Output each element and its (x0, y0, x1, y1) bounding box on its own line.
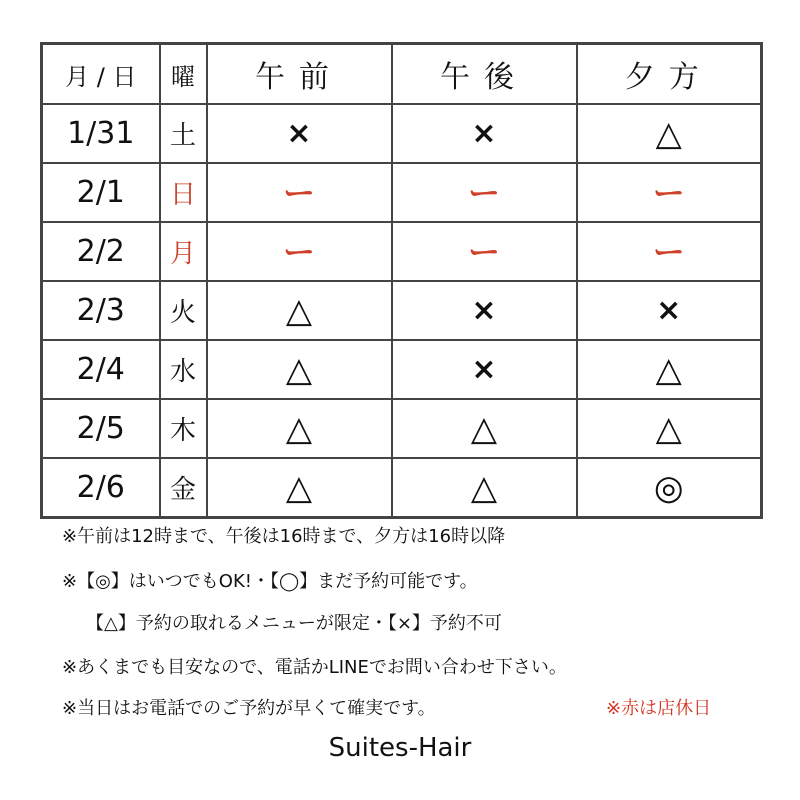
table-row (42, 222, 762, 281)
evening-cell (577, 222, 762, 281)
availability-mark: △ (655, 408, 682, 449)
header-morning: 午前 (207, 44, 392, 105)
date-cell: 2/2 (42, 222, 160, 281)
day-of-week-cell: 月 (160, 222, 207, 281)
afternoon-cell (392, 104, 577, 163)
day-of-week-cell: 金 (160, 458, 207, 518)
header-row (42, 44, 762, 105)
date-cell: 2/4 (42, 340, 160, 399)
note-hours: ※午前は12時まで、午後は16時まで、夕方は16時以降 (62, 526, 506, 547)
note-legend-1: ※【◎】はいつでもOK!・【◯】まだ予約可能です。 (62, 571, 478, 592)
header-afternoon: 午後 (392, 44, 577, 105)
closed-day-note: ※赤は店休日 (606, 698, 712, 719)
morning-cell (207, 340, 392, 399)
availability-mark: △ (655, 349, 682, 390)
availability-mark: △ (655, 113, 682, 154)
availability-mark: ー (467, 232, 500, 271)
availability-mark: △ (285, 290, 313, 331)
date-cell: 2/1 (42, 163, 160, 222)
availability-mark: × (471, 351, 497, 387)
evening-cell (577, 281, 762, 340)
availability-mark: ー (282, 232, 315, 271)
availability-mark: △ (285, 408, 313, 449)
availability-mark: ◎ (653, 467, 684, 508)
morning-cell (207, 163, 392, 222)
morning-cell (207, 104, 392, 163)
availability-mark: ー (652, 232, 685, 271)
availability-mark: △ (285, 467, 313, 508)
availability-mark: × (286, 115, 312, 151)
table-row (42, 340, 762, 399)
note-contact: ※あくまでも目安なので、電話かLINEでお問い合わせ下さい。 (62, 657, 567, 678)
date-cell: 2/5 (42, 399, 160, 458)
morning-cell (207, 399, 392, 458)
afternoon-cell (392, 458, 577, 518)
day-of-week-cell: 土 (160, 104, 207, 163)
evening-cell (577, 163, 762, 222)
evening-cell (577, 340, 762, 399)
table-row (42, 163, 762, 222)
availability-mark: △ (470, 408, 498, 449)
availability-mark: ー (652, 173, 685, 212)
morning-cell (207, 222, 392, 281)
header-evening: 夕方 (577, 44, 762, 105)
note-same-day: ※当日はお電話でのご予約が早くて確実です。 (62, 698, 436, 719)
day-of-week-cell: 火 (160, 281, 207, 340)
note-legend-2: 【△】予約の取れるメニューが限定・【×】予約不可 (86, 613, 502, 634)
brand-name: Suites-Hair (328, 733, 472, 763)
table-row (42, 104, 762, 163)
afternoon-cell (392, 163, 577, 222)
availability-mark: △ (285, 349, 313, 390)
date-cell: 2/6 (42, 458, 160, 518)
availability-mark: × (656, 292, 682, 328)
afternoon-cell (392, 340, 577, 399)
day-of-week-cell: 日 (160, 163, 207, 222)
evening-cell (577, 399, 762, 458)
header-day-of-week: 曜 (160, 44, 207, 105)
morning-cell (207, 281, 392, 340)
morning-cell (207, 458, 392, 518)
day-of-week-cell: 水 (160, 340, 207, 399)
afternoon-cell (392, 399, 577, 458)
table-row (42, 281, 762, 340)
date-cell: 1/31 (42, 104, 160, 163)
afternoon-cell (392, 222, 577, 281)
availability-mark: × (471, 115, 497, 151)
day-of-week-cell: 木 (160, 399, 207, 458)
date-cell: 2/3 (42, 281, 160, 340)
availability-mark: ー (467, 173, 500, 212)
availability-mark: ー (282, 173, 315, 212)
availability-mark: × (471, 292, 497, 328)
schedule-table (40, 42, 763, 519)
afternoon-cell (392, 281, 577, 340)
evening-cell (577, 104, 762, 163)
table-row (42, 458, 762, 518)
table-row (42, 399, 762, 458)
header-date: 月 / 日 (42, 44, 160, 105)
availability-mark: △ (470, 467, 498, 508)
evening-cell (577, 458, 762, 518)
